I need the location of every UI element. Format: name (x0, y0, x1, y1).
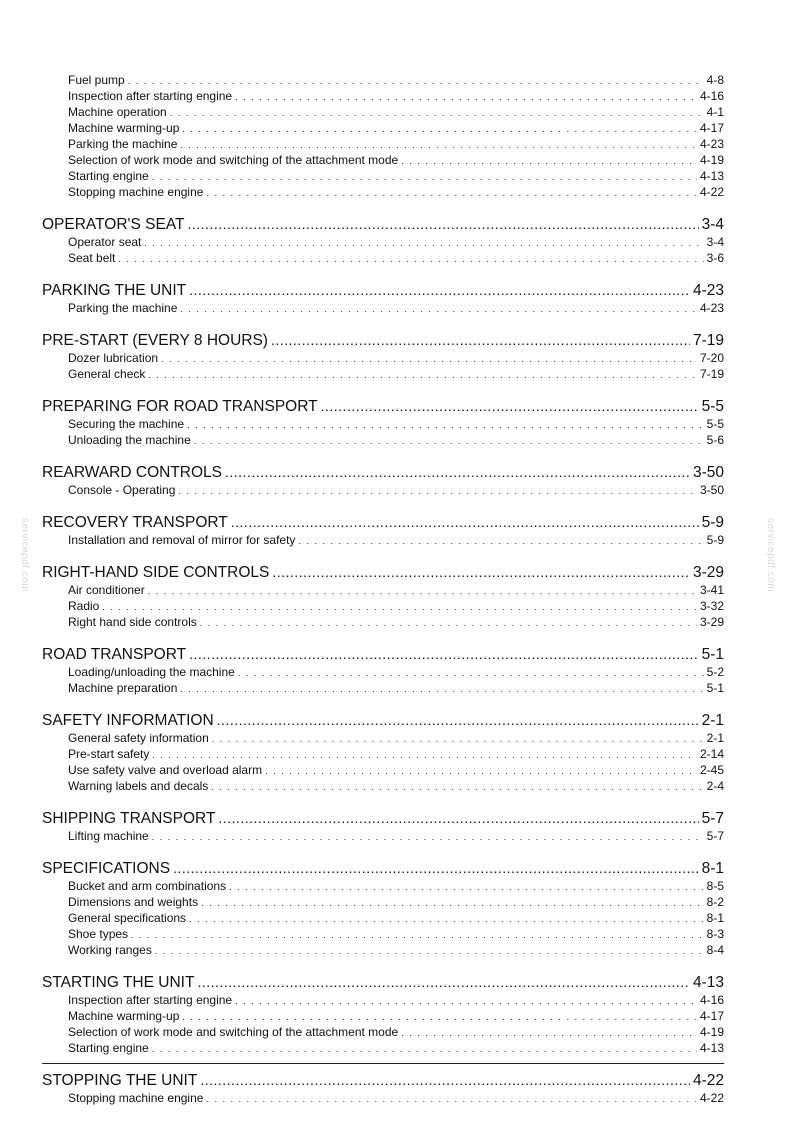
page-number: 5-5 (701, 398, 724, 415)
page-number: 8-3 (706, 927, 724, 941)
toc-entry[interactable] (68, 778, 724, 794)
section-title: PRE-START (EVERY 8 HOURS) (42, 332, 268, 349)
toc-entry[interactable] (68, 762, 724, 778)
toc-section-heading[interactable] (42, 462, 724, 482)
dot-leader (161, 351, 697, 366)
dot-leader (155, 943, 704, 958)
toc-entry[interactable] (68, 234, 724, 250)
dot-leader (235, 89, 697, 104)
page-number: 8-1 (701, 860, 724, 877)
entry-title: Pre-start safety (68, 747, 150, 761)
page-number: 5-7 (706, 829, 724, 843)
page-number: 4-23 (699, 301, 724, 315)
dot-leader (131, 927, 704, 942)
section-title: SHIPPING TRANSPORT (42, 810, 216, 827)
toc-entry[interactable] (68, 168, 724, 184)
page-number: 7-20 (699, 351, 724, 365)
toc-entry[interactable] (68, 250, 724, 266)
page-number: 4-19 (699, 1025, 724, 1039)
page-number: 3-6 (706, 251, 724, 265)
toc-entry[interactable] (68, 120, 724, 136)
toc-entry[interactable] (68, 416, 724, 432)
entry-title: Right hand side controls (68, 615, 197, 629)
page-number: 2-1 (706, 731, 724, 745)
entry-title: Lifting machine (68, 829, 149, 843)
section-title: RECOVERY TRANSPORT (42, 514, 228, 531)
entry-title: Use safety valve and overload alarm (68, 763, 263, 777)
toc-section-heading[interactable] (42, 972, 724, 992)
toc-entry[interactable] (68, 828, 724, 844)
page-number: 2-4 (706, 779, 724, 793)
toc-entry[interactable] (68, 88, 724, 104)
entry-title: Warning labels and decals (68, 779, 209, 793)
toc-entry[interactable] (68, 992, 724, 1008)
entry-title: Console - Operating (68, 483, 176, 497)
dot-leader (194, 433, 704, 448)
table-of-contents (42, 72, 724, 1106)
page-number: 3-4 (706, 235, 724, 249)
page-number: 3-29 (699, 615, 724, 629)
page-number: 2-14 (699, 747, 724, 761)
toc-entry[interactable] (68, 72, 724, 88)
toc-entry[interactable] (68, 942, 724, 958)
toc-entry[interactable] (68, 664, 724, 680)
watermark-left: servicepdf.com (19, 518, 30, 593)
dot-leader (200, 615, 697, 630)
page-number: 4-17 (699, 121, 724, 135)
section-title: RIGHT-HAND SIDE CONTROLS (42, 564, 270, 581)
dot-leader (173, 858, 699, 878)
entry-title: Stopping machine engine (68, 1091, 204, 1105)
toc-section-heading[interactable] (42, 562, 724, 582)
entry-title: Stopping machine engine (68, 185, 204, 199)
watermark-right: servicepdf.com (765, 518, 776, 593)
entry-title: Machine operation (68, 105, 167, 119)
toc-entry[interactable] (68, 482, 724, 498)
dot-leader (197, 972, 690, 992)
toc-section-heading[interactable] (42, 808, 724, 828)
dot-leader (170, 105, 704, 120)
dot-leader (187, 417, 704, 432)
section-title: ROAD TRANSPORT (42, 646, 187, 663)
toc-entry[interactable] (68, 1090, 724, 1106)
section-title: OPERATOR'S SEAT (42, 216, 185, 233)
toc-entry[interactable] (68, 1008, 724, 1024)
section-title: REARWARD CONTROLS (42, 464, 222, 481)
toc-section-heading[interactable] (42, 396, 724, 416)
toc-entry[interactable] (68, 350, 724, 366)
page-number: 4-17 (699, 1009, 724, 1023)
toc-entry[interactable] (68, 680, 724, 696)
dot-leader (271, 330, 690, 350)
entry-title: Selection of work mode and switching of the attachment mode (68, 1025, 399, 1039)
toc-entry[interactable] (68, 582, 724, 598)
entry-title: Selection of work mode and switching of the attachment mode (68, 153, 399, 167)
page-number: 5-1 (701, 646, 724, 663)
page-number: 4-1 (706, 105, 724, 119)
page-number: 4-22 (699, 185, 724, 199)
toc-section-heading[interactable] (42, 858, 724, 878)
entry-title: Securing the machine (68, 417, 185, 431)
page-number: 8-2 (706, 895, 724, 909)
toc-entry[interactable] (68, 894, 724, 910)
entry-title: Loading/unloading the machine (68, 665, 235, 679)
dot-leader (180, 681, 703, 696)
toc-section-heading[interactable] (42, 512, 724, 532)
page-number: 4-16 (699, 993, 724, 1007)
toc-entry[interactable] (68, 432, 724, 448)
entry-title: Radio (68, 599, 100, 613)
entry-title: Shoe types (68, 927, 129, 941)
entry-title: Inspection after starting engine (68, 993, 233, 1007)
entry-title: General specifications (68, 911, 187, 925)
page-number: 3-29 (692, 564, 724, 581)
dot-leader (118, 251, 703, 266)
toc-section-heading[interactable] (42, 644, 724, 664)
toc-entry[interactable] (68, 136, 724, 152)
dot-leader (201, 895, 704, 910)
entry-title: Dozer lubrication (68, 351, 159, 365)
page-number: 8-1 (706, 911, 724, 925)
dot-leader (128, 73, 704, 88)
page-number: 4-13 (692, 974, 724, 991)
dot-leader (189, 644, 698, 664)
toc-entry[interactable] (68, 910, 724, 926)
page-number: 3-41 (699, 583, 724, 597)
dot-leader (225, 462, 690, 482)
dot-leader (206, 185, 697, 200)
toc-entry[interactable] (68, 1024, 724, 1040)
dot-leader (217, 710, 699, 730)
dot-leader (189, 280, 690, 300)
page-number: 4-22 (692, 1072, 724, 1089)
page-number: 4-23 (699, 137, 724, 151)
page-number: 8-4 (706, 943, 724, 957)
page-number: 5-7 (701, 810, 724, 827)
page-number: 4-16 (699, 89, 724, 103)
toc-entry[interactable] (68, 730, 724, 746)
entry-title: Air conditioner (68, 583, 145, 597)
dot-leader (211, 779, 703, 794)
dot-leader (180, 137, 697, 152)
dot-leader (148, 583, 697, 598)
entry-title: Inspection after starting engine (68, 89, 233, 103)
toc-section-heading[interactable] (42, 214, 724, 234)
entry-title: General safety information (68, 731, 209, 745)
page-number: 8-5 (706, 879, 724, 893)
page-number: 3-50 (692, 464, 724, 481)
entry-title: Parking the machine (68, 301, 178, 315)
dot-leader (152, 829, 704, 844)
dot-leader (212, 731, 704, 746)
page-number: 4-23 (692, 282, 724, 299)
dot-leader (401, 1025, 697, 1040)
dot-leader (231, 512, 699, 532)
dot-leader (321, 396, 699, 416)
section-title: PREPARING FOR ROAD TRANSPORT (42, 398, 318, 415)
dot-leader (182, 1009, 697, 1024)
section-title: SAFETY INFORMATION (42, 712, 214, 729)
entry-title: General check (68, 367, 146, 381)
entry-title: Starting engine (68, 169, 149, 183)
page-number: 2-45 (699, 763, 724, 777)
dot-leader (180, 301, 697, 316)
toc-section-heading[interactable] (42, 280, 724, 300)
toc-entry[interactable] (68, 300, 724, 316)
page-number: 7-19 (692, 332, 724, 349)
entry-title: Unloading the machine (68, 433, 191, 447)
entry-title: Installation and removal of mirror for safety (68, 533, 296, 547)
dot-leader (152, 747, 697, 762)
toc-entry[interactable] (68, 926, 724, 942)
dot-leader (272, 562, 690, 582)
entry-title: Operator seat (68, 235, 142, 249)
dot-leader (206, 1091, 697, 1106)
toc-section-heading[interactable] (42, 710, 724, 730)
dot-leader (144, 235, 703, 250)
toc-section-heading[interactable] (42, 330, 724, 350)
toc-entry[interactable] (68, 878, 724, 894)
dot-leader (189, 911, 704, 926)
dot-leader (152, 1041, 697, 1056)
toc-entry[interactable] (68, 1040, 724, 1056)
page-number: 3-50 (699, 483, 724, 497)
footer-rule (42, 1063, 724, 1064)
section-title: SPECIFICATIONS (42, 860, 171, 877)
dot-leader (218, 808, 698, 828)
page-number: 5-9 (706, 533, 724, 547)
dot-leader (152, 169, 697, 184)
page-number: 4-8 (706, 73, 724, 87)
entry-title: Seat belt (68, 251, 116, 265)
page-number: 4-13 (699, 1041, 724, 1055)
page-number: 3-32 (699, 599, 724, 613)
page-number: 4-13 (699, 169, 724, 183)
dot-leader (102, 599, 697, 614)
dot-leader (148, 367, 697, 382)
page-number: 4-19 (699, 153, 724, 167)
toc-entry[interactable] (68, 184, 724, 200)
page-number: 3-4 (701, 216, 724, 233)
dot-leader (265, 763, 697, 778)
dot-leader (401, 153, 697, 168)
page-number: 5-5 (706, 417, 724, 431)
page-number: 5-2 (706, 665, 724, 679)
toc-entry[interactable] (68, 532, 724, 548)
toc-entry[interactable] (68, 104, 724, 120)
toc-entry[interactable] (68, 614, 724, 630)
page-number: 4-22 (699, 1091, 724, 1105)
entry-title: Parking the machine (68, 137, 178, 151)
dot-leader (238, 665, 704, 680)
entry-title: Fuel pump (68, 73, 125, 87)
toc-entry[interactable] (68, 746, 724, 762)
page-number: 2-1 (701, 712, 724, 729)
toc-entry[interactable] (68, 598, 724, 614)
entry-title: Starting engine (68, 1041, 149, 1055)
toc-entry[interactable] (68, 152, 724, 168)
dot-leader (182, 121, 697, 136)
page-number: 5-6 (706, 433, 724, 447)
entry-title: Bucket and arm combinations (68, 879, 227, 893)
page-number: 5-9 (701, 514, 724, 531)
dot-leader (298, 533, 703, 548)
dot-leader (188, 214, 699, 234)
entry-title: Working ranges (68, 943, 152, 957)
toc-section-heading[interactable] (42, 1070, 724, 1090)
dot-leader (229, 879, 704, 894)
dot-leader (178, 483, 697, 498)
section-title: STOPPING THE UNIT (42, 1072, 198, 1089)
page-number: 5-1 (706, 681, 724, 695)
dot-leader (235, 993, 697, 1008)
section-title: STARTING THE UNIT (42, 974, 195, 991)
entry-title: Machine warming-up (68, 1009, 180, 1023)
entry-title: Machine warming-up (68, 121, 180, 135)
entry-title: Dimensions and weights (68, 895, 199, 909)
page-number: 7-19 (699, 367, 724, 381)
toc-entry[interactable] (68, 366, 724, 382)
entry-title: Machine preparation (68, 681, 178, 695)
dot-leader (200, 1070, 690, 1090)
section-title: PARKING THE UNIT (42, 282, 187, 299)
